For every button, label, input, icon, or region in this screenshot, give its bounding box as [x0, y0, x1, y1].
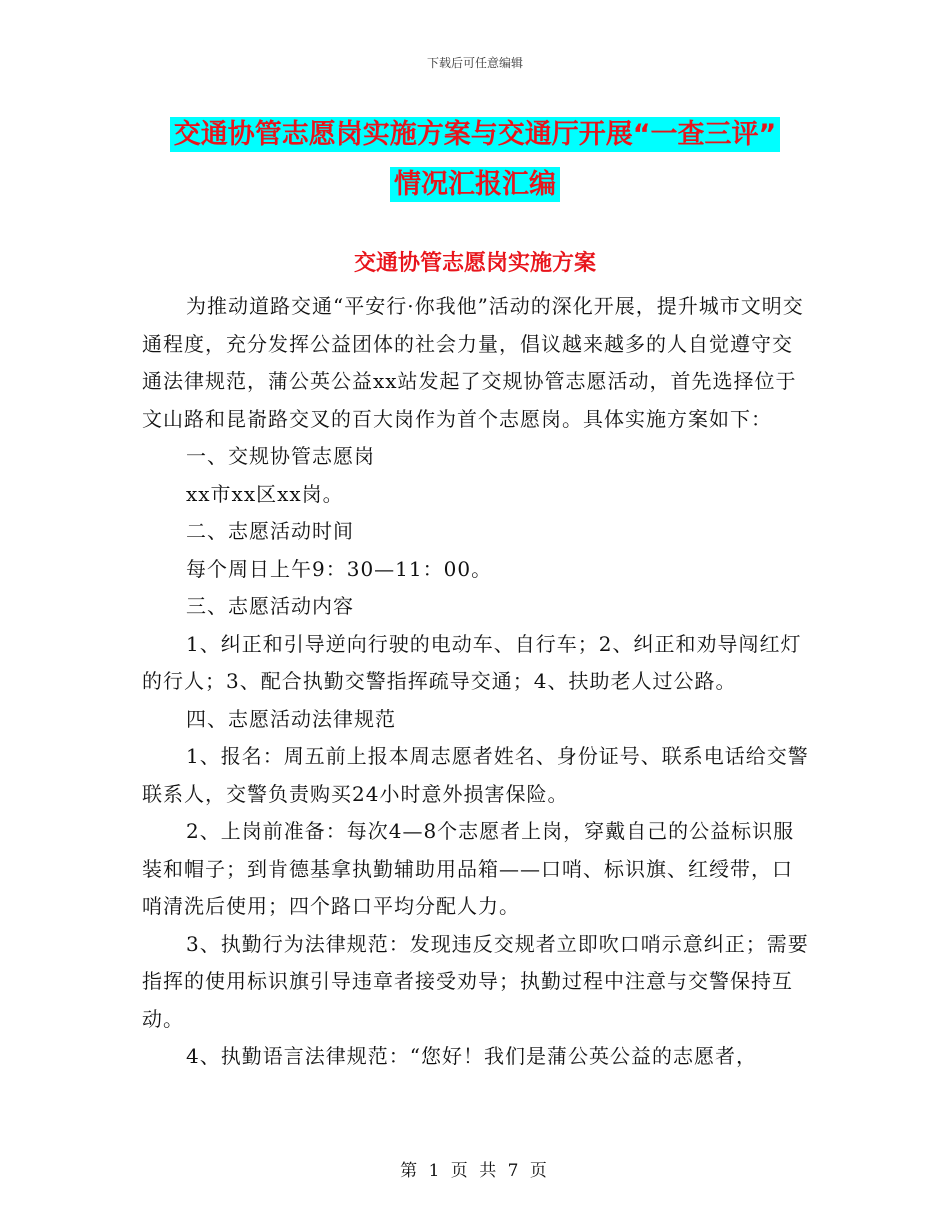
paragraph-rule-1: 1、报名：周五前上报本周志愿者姓名、身份证号、联系电话给交警联系人，交警负责购买24小时意外损害保险。 [142, 744, 809, 806]
header-note: 下载后可任意编辑 [426, 56, 523, 70]
page-number: 第 1 页 共 7 页 [400, 1161, 550, 1181]
document-body [142, 288, 810, 1076]
heading-rules: 四、志愿活动法律规范 [186, 706, 396, 731]
section-title: 交通协管志愿岗实施方案 [353, 251, 596, 276]
paragraph-rule-2: 2、上岗前准备：每次4—8个志愿者上岗，穿戴自己的公益标识服装和帽子；到肯德基拿执勤辅助用品箱——口哨、标识旗、红绶带，口哨清洗后使用；四个路口平均分配人力。 [142, 819, 795, 918]
paragraph-rule-4: 4、执勤语言法律规范：“您好！我们是蒲公英公益的志愿者， [186, 1044, 757, 1068]
paragraph-post-location: xx市xx区xx岗。 [186, 481, 344, 506]
heading-time: 二、志愿活动时间 [186, 519, 354, 543]
paragraph-time: 每个周日上午9：30—11：00。 [186, 556, 493, 581]
paragraph-content: 1、纠正和引导逆向行驶的电动车、自行车；2、纠正和劝导闯红灯的行人；3、配合执勤交警指挥疏导交通；4、扶助老人过公路。 [142, 631, 802, 693]
paragraph-rule-3: 3、执勤行为法律规范：发现违反交规者立即吹口哨示意纠正；需要指挥的使用标识旗引导违章者接受劝导；执勤过程中注意与交警保持互动。 [142, 931, 809, 1031]
document-title-line-2: 情况汇报汇编 [390, 167, 560, 202]
document-title-line-1: 交通协管志愿岗实施方案与交通厅开展“一查三评” [170, 117, 781, 152]
paragraph-intro: 为推动道路交通“平安行·你我他”活动的深化开展，提升城市文明交通程度，充分发挥公益团体的社会力量，倡议越来越多的人自觉遵守交通法律规范，蒲公英公益xx站发起了交规协管志愿活动，首先选择位于文山路和昆嵛路交叉的百大岗作为首个志愿岗。具体实施方案如下： [142, 294, 804, 431]
heading-post: 一、交规协管志愿岗 [186, 444, 375, 468]
document-title [0, 110, 950, 210]
heading-content: 三、志愿活动内容 [186, 594, 354, 618]
